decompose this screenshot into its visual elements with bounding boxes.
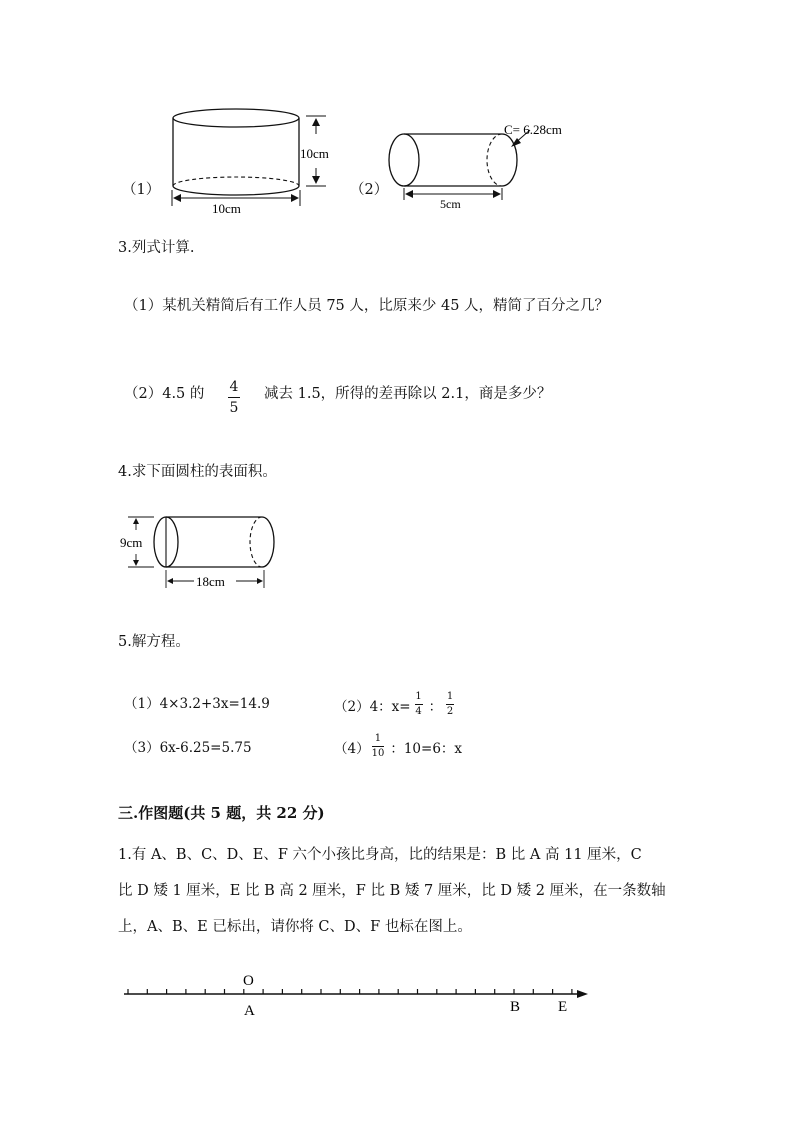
equation-1: （1）4×3.2+3x=14.9 (124, 696, 270, 712)
section-3-line-1: 1.有 A、B、C、D、E、F 六个小孩比身高，比的结果是：B 比 A 高 11 厘米，C (118, 847, 642, 863)
equation-2-frac1-den: 4 (415, 706, 422, 717)
fig2-length-label: 5cm (440, 197, 461, 211)
section-3-heading: 三.作图题(共 5 题，共 22 分) (118, 804, 325, 822)
q4-title: 4.求下面圆柱的表面积。 (118, 464, 277, 480)
q4-length-label: 18cm (196, 574, 225, 589)
q3-problem-2-prefix: （2）4.5 的 (124, 386, 205, 402)
fig1-height-label: 10cm (300, 146, 329, 161)
equation-2-colon: ： (428, 698, 443, 715)
equation-4-frac-num: 1 (374, 733, 382, 744)
cylinder-figure-1 (150, 100, 350, 220)
equation-2-frac2-num: 1 (446, 691, 454, 702)
point-b-label: B (510, 999, 521, 1015)
section-3-line-2: 比 D 矮 1 厘米，E 比 B 高 2 厘米，F 比 B 矮 7 厘米，比 D 矮 2 厘米，在一条数轴 (118, 883, 666, 899)
figure-2-label: （2） (350, 182, 389, 198)
equation-4-prefix: （4） (334, 740, 370, 757)
q3-problem-1: （1）某机关精简后有工作人员 75 人，比原来少 45 人，精简了百分之几？ (124, 298, 610, 314)
section-3-line-3: 上，A、B、E 已标出，请你将 C、D、F 也标在图上。 (118, 919, 472, 935)
q3-fraction-denominator: 5 (229, 400, 239, 416)
number-line (118, 964, 598, 1024)
point-e-label: E (558, 999, 568, 1015)
cylinder-figure-q4 (118, 508, 288, 594)
q3-problem-2-suffix: 减去 1.5，所得的差再除以 2.1，商是多少？ (264, 386, 552, 402)
equation-4-frac-den: 10 (371, 748, 385, 759)
number-line-arrow (577, 990, 588, 998)
point-a-label: A (244, 1003, 255, 1019)
q3-title: 3.列式计算. (118, 240, 195, 256)
equation-4 (334, 734, 462, 759)
origin-label: O (243, 973, 254, 989)
cylinder-figure-2 (380, 112, 580, 212)
equation-4-suffix: ：10=6：x (390, 740, 463, 757)
q3-fraction-numerator: 4 (229, 379, 239, 395)
equation-2-frac2-den: 2 (446, 706, 454, 717)
q5-title: 5.解方程。 (118, 634, 190, 650)
q3-fraction (228, 376, 240, 415)
figure-1-label: （1） (122, 182, 161, 198)
fig2-circumference-label: C= 6.28cm (504, 122, 562, 137)
equation-2-frac1-num: 1 (415, 691, 422, 702)
q4-diameter-label: 9cm (120, 535, 143, 550)
fig1-diameter-label: 10cm (212, 201, 241, 216)
equation-3: （3）6x-6.25=5.75 (124, 740, 252, 756)
equation-2 (334, 692, 454, 717)
equation-2-prefix: （2）4：x= (334, 698, 411, 715)
number-line-ticks (128, 989, 572, 994)
